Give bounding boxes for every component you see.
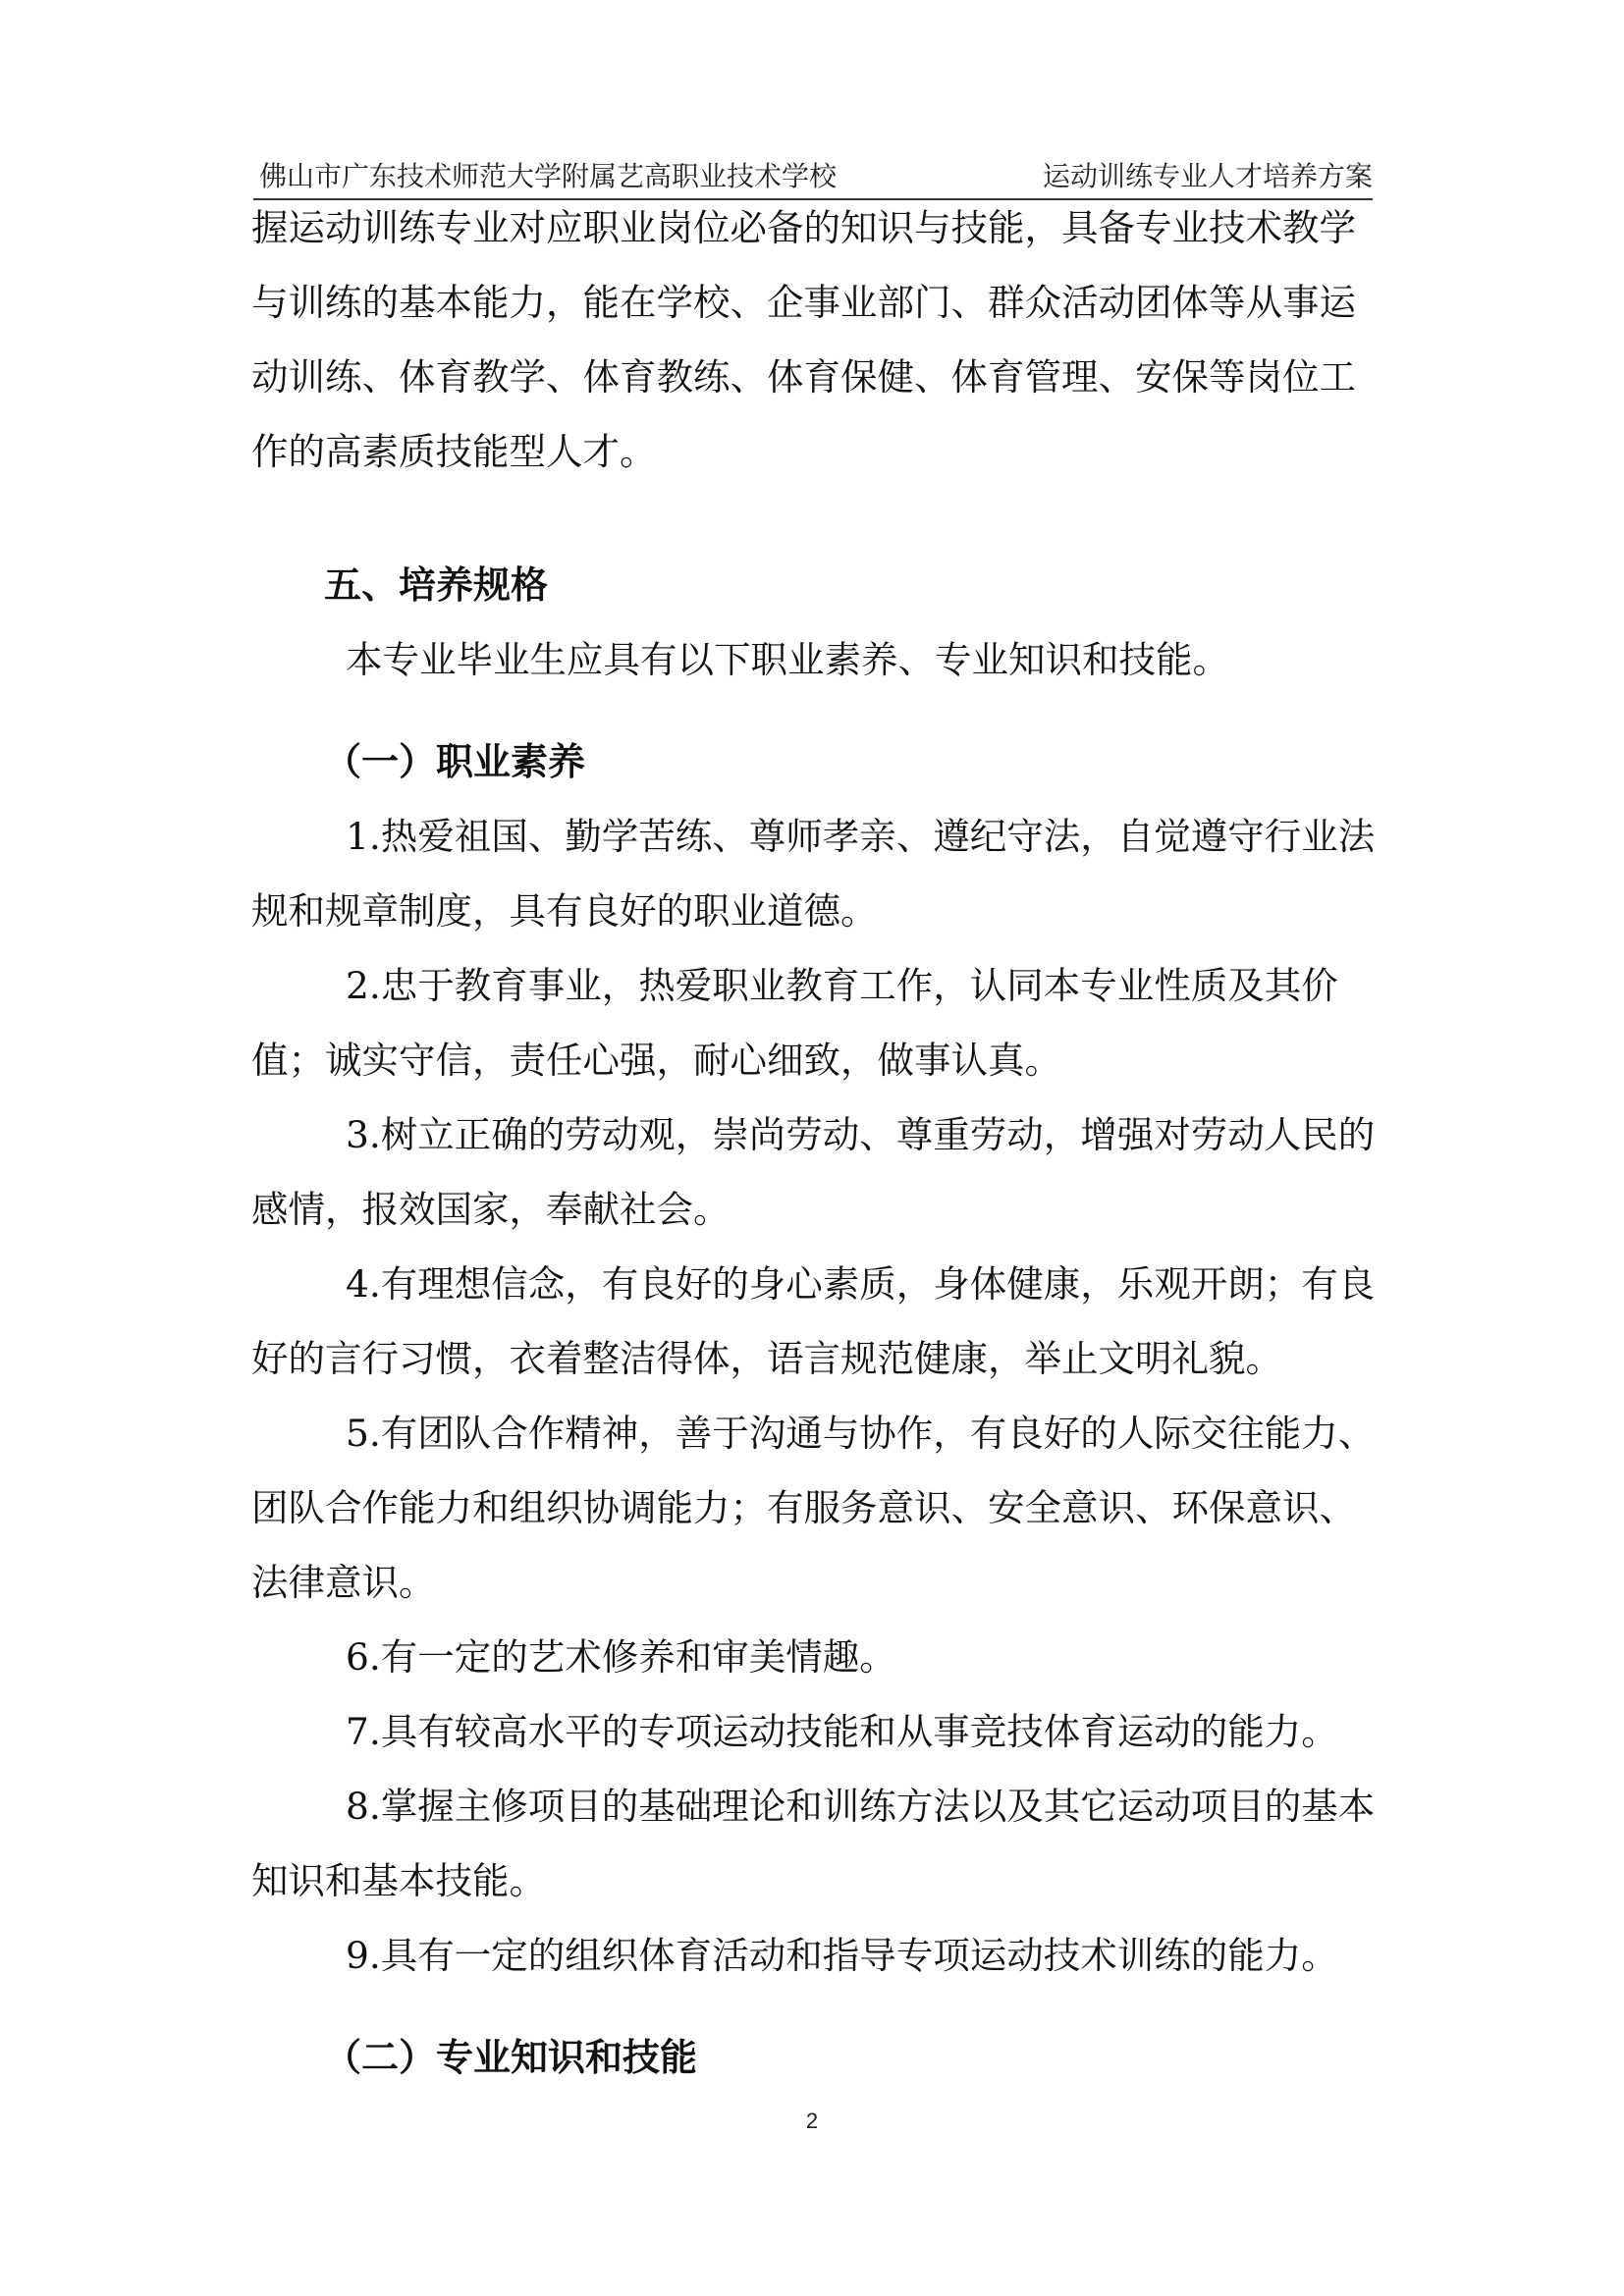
- list-item: 8.掌握主修项目的基础理论和训练方法以及其它运动项目的基本知识和基本技能。: [251, 1785, 1376, 1902]
- list-item: 7.具有较高水平的专项运动技能和从事竞技体育运动的能力。: [346, 1710, 1338, 1753]
- subsection-heading-professional-quality: （一）职业素养: [324, 740, 586, 783]
- header-school-name: 佛山市广东技术师范大学附属艺高职业技术学校: [259, 160, 838, 192]
- list-item: 9.具有一定的组织体育活动和指导专项运动技术训练的能力。: [346, 1934, 1338, 1977]
- header-document-title: 运动训练专业人才培养方案: [1042, 160, 1373, 192]
- intro-paragraph: 握运动训练专业对应职业岗位必备的知识与技能，具备专业技术教学与训练的基本能力，能在学校、企事业部门、群众活动团体等从事运动训练、体育教学、体育教练、体育保健、体育管理、安保等岗位工作的高素质技能型人才。: [251, 206, 1356, 473]
- section-lead-paragraph: 本专业毕业生应具有以下职业素养、专业知识和技能。: [346, 638, 1229, 681]
- list-item: 1.热爱祖国、勤学苦练、尊师孝亲、遵纪守法，自觉遵守行业法规和规章制度，具有良好的职业道德。: [251, 815, 1376, 933]
- list-item: 6.有一定的艺术修养和审美情趣。: [346, 1635, 896, 1679]
- list-item: 5.有团队合作精神，善于沟通与协作，有良好的人际交往能力、团队合作能力和组织协调能力；有服务意识、安全意识、环保意识、法律意识。: [251, 1412, 1376, 1604]
- subsection-heading-knowledge-skills: （二）专业知识和技能: [324, 2036, 698, 2079]
- document-body: [251, 190, 1385, 2095]
- section-heading-training-specs: 五、培养规格: [324, 563, 549, 607]
- list-item: 4.有理想信念，有良好的身心素质，身体健康，乐观开朗；有良好的言行习惯，衣着整洁得体，语言规范健康，举止文明礼貌。: [251, 1262, 1376, 1380]
- page-number: 2: [805, 2109, 819, 2133]
- list-item: 3.树立正确的劳动观，崇尚劳动、尊重劳动，增强对劳动人民的感情，报效国家，奉献社会。: [251, 1113, 1376, 1231]
- list-item: 2.忠于教育事业，热爱职业教育工作，认同本专业性质及其价值；诚实守信，责任心强，耐心细致，做事认真。: [251, 964, 1338, 1082]
